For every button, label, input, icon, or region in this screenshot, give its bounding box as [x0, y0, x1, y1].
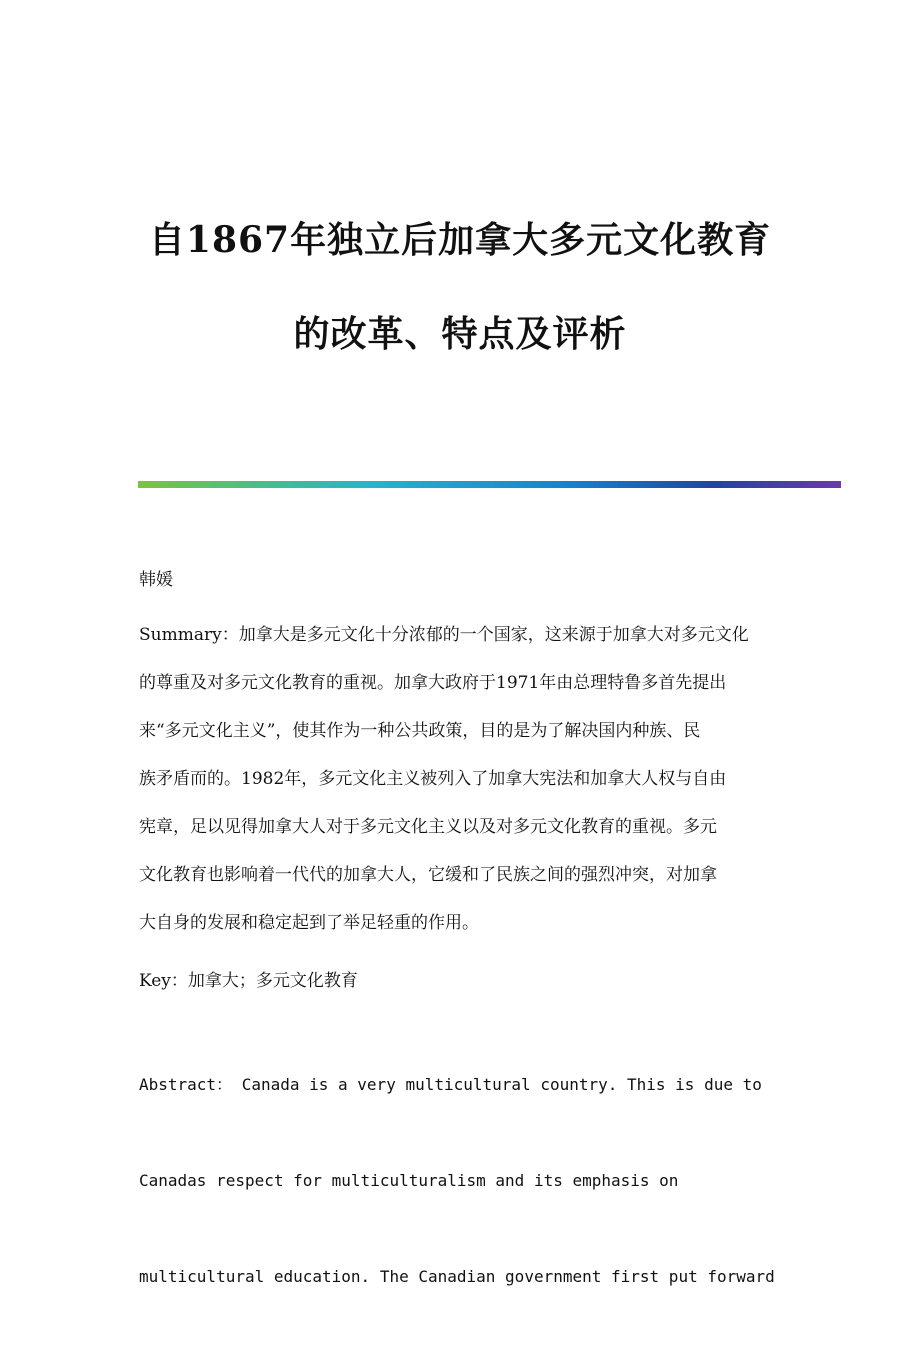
summary-line: 来“多元文化主义”，使其作为一种公共政策，目的是为了解决国内种族、民 — [139, 721, 701, 741]
author-name: 韩媛 — [139, 570, 173, 590]
summary-line: 大自身的发展和稳定起到了举足轻重的作用。 — [139, 913, 479, 933]
keywords-line: Key：加拿大；多元文化教育 — [139, 971, 358, 991]
summary-line: 族矛盾而的。1982年，多元文化主义被列入了加拿大宪法和加拿大人权与自由 — [139, 769, 727, 789]
title-line-1: 自1867年独立后加拿大多元文化教育 — [148, 219, 772, 261]
summary-line: 的尊重及对多元文化教育的重视。加拿大政府于1971年由总理特鲁多首先提出 — [139, 673, 727, 693]
summary-line: 文化教育也影响着一代代的加拿大人，它缓和了民族之间的强烈冲突，对加拿 — [139, 865, 717, 885]
gradient-divider — [138, 481, 841, 488]
title-line-2: 的改革、特点及评析 — [293, 313, 627, 355]
summary-line: 宪章，足以见得加拿大人对于多元文化主义以及对多元文化教育的重视。多元 — [139, 817, 717, 837]
abstract-paragraph — [139, 1013, 789, 1349]
keywords — [139, 957, 789, 1005]
abstract-line: multicultural education. The Canadian government first put forward — [139, 1267, 775, 1286]
abstract-line: Canadas respect for multiculturalism and its emphasis on — [139, 1171, 679, 1190]
abstract-line: Abstract： Canada is a very multicultural country. This is due to — [139, 1075, 762, 1094]
summary-line: Summary：加拿大是多元文化十分浓郁的一个国家，这来源于加拿大对多元文化 — [139, 625, 749, 645]
summary-paragraph — [139, 611, 789, 947]
